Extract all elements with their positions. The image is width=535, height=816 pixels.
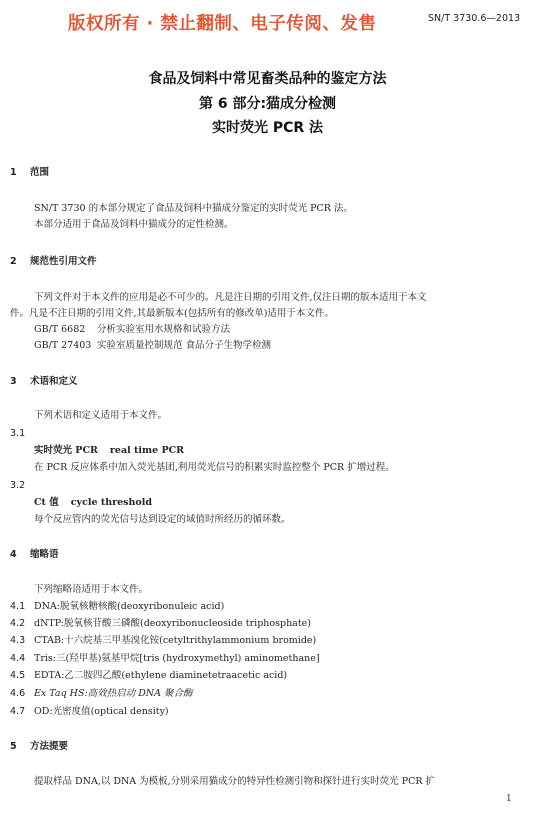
term-entry [34,445,184,457]
section-heading-scope: 范围 [30,167,50,178]
section-number: 1 [10,167,17,178]
term-entry [34,497,152,509]
clause-number: 4.7 [10,706,26,717]
copyright-watermark: 版权所有 · 禁止翻制、电子传阅、发售 [68,14,377,34]
reference-code: GB/T 6682 [34,324,86,335]
references-paragraph: 件。凡是不注日期的引用文件,其最新版本(包括所有的修改单)适用于本文件。 [10,308,334,319]
section-number: 3 [10,376,17,387]
clause-number: 4.4 [10,653,26,664]
abbreviation-entry: DNA:脱氧核糖核酸(deoxyribonuleic acid) [34,601,225,612]
term-definition: 每个反应管内的荧光信号达到设定的域值时所经历的循环数。 [34,514,291,525]
page-number: 1 [506,794,512,804]
section-heading-method-summary: 方法提要 [30,741,69,752]
document-method-title: 实时荧光 PCR 法 [211,120,324,136]
reference-entry [34,340,271,352]
scope-paragraph: SN/T 3730 的本部分规定了食品及饲料中猫成分鉴定的实时荧光 PCR 法。 [34,203,353,214]
clause-number: 3.1 [10,428,26,439]
term-definition: 在 PCR 反应体系中加入荧光基团,利用荧光信号的积累实时监控整个 PCR 扩增过程。 [34,462,395,473]
abbreviations-intro: 下列缩略语适用于本文件。 [34,584,149,595]
method-summary-paragraph: 提取样品 DNA,以 DNA 为模板,分别采用猫成分的特异性检测引物和探针进行实时荧光 PCR 扩 [34,776,436,787]
abbreviation-entry: dNTP:脱氧核苷酸三磷酸(deoxyribonucleoside triphosphate) [34,618,311,629]
section-heading-terms: 术语和定义 [30,376,78,387]
clause-number: 4.2 [10,618,26,629]
clause-number: 4.1 [10,601,26,612]
section-heading-normative-references: 规范性引用文件 [30,256,97,267]
term-name: 实时荧光 PCR [34,445,98,456]
reference-title: 分析实验室用水规格和试验方法 [97,324,231,335]
clause-number: 4.3 [10,635,26,646]
reference-code: GB/T 27403 [34,340,92,351]
term-name: Ct 值 [34,497,59,508]
clause-number: 4.5 [10,670,26,681]
references-paragraph: 下列文件对于本文件的应用是必不可少的。凡是注日期的引用文件,仅注日期的版本适用于本文 [34,292,427,303]
scope-paragraph: 本部分适用于食品及饲料中猫成分的定性检测。 [34,219,234,230]
terms-intro: 下列术语和定义适用于本文件。 [34,410,168,421]
abbreviation-entry: EDTA:乙二胺四乙酸(ethylene diaminetetraacetic acid) [34,670,288,681]
clause-number: 3.2 [10,480,26,491]
section-heading-abbreviations: 缩略语 [30,549,59,560]
section-number: 5 [10,741,17,752]
section-number: 2 [10,256,17,267]
document-title: 食品及饲料中常见畜类品种的鉴定方法 [148,71,387,87]
abbreviation-entry: CTAB:十六烷基三甲基溴化铵(cetyltrithylammonium bromide) [34,635,317,646]
abbreviation-entry: Tris:三(羟甲基)氨基甲烷[tris (hydroxymethyl) aminomethane] [34,653,320,664]
document-part-title: 第 6 部分:猫成分检测 [198,96,337,112]
abbreviation-entry: OD:光密度值(optical density) [34,706,169,717]
term-english: cycle threshold [70,497,153,508]
section-number: 4 [10,549,17,560]
clause-number: 4.6 [10,688,26,699]
standard-number: SN/T 3730.6—2013 [428,13,521,24]
reference-title: 实验室质量控制规范 食品分子生物学检测 [97,340,272,351]
abbreviation-entry: Ex Taq HS:高效热启动 DNA 聚合酶 [34,688,193,699]
reference-entry [34,324,230,336]
term-english: real time PCR [109,445,185,456]
